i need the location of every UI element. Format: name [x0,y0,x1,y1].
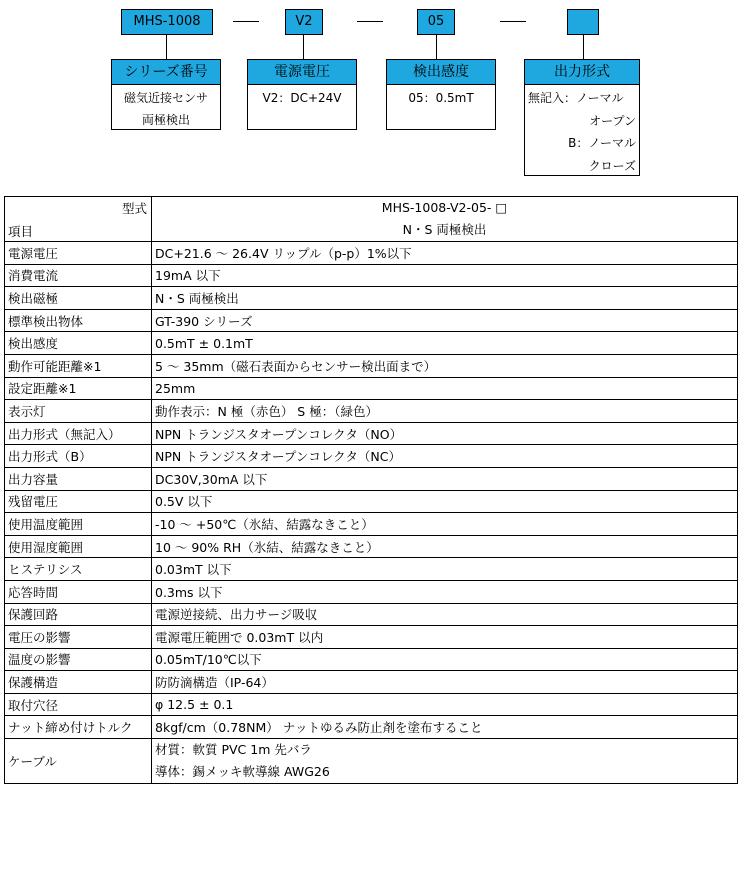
table-row [5,354,738,377]
spec-item: 検出感度 [5,332,152,355]
spec-item: ヒステリシス [5,558,152,581]
table-row [5,535,738,558]
spec-value: 防防滴構造（IP-64） [152,671,738,694]
output-card-line: オープン [589,113,636,128]
spec-value: 19mA 以下 [152,264,738,287]
spec-item: 応答時間 [5,580,152,603]
spec-item: 保護構造 [5,671,152,694]
table-row [5,716,738,739]
header-corner [5,197,152,242]
spec-item: 出力容量 [5,467,152,490]
sensitivity-card-line: 05：0.5mT [408,91,474,105]
connector-line [436,35,437,59]
table-row [5,490,738,513]
spec-item: 保護回路 [5,603,152,626]
spec-value: 0.03mT 以下 [152,558,738,581]
spec-value: NPN トランジスタオープンコレクタ（NC） [152,445,738,468]
spec-item: 出力形式（B） [5,445,152,468]
table-row [5,309,738,332]
spec-value: 0.5V 以下 [152,490,738,513]
table-row [5,558,738,581]
spec-value: DC30V,30mA 以下 [152,467,738,490]
table-row [5,242,738,265]
spec-value: 8kgf/cm（0.78NM） ナットゆるみ防止剤を塗布すること [152,716,738,739]
spec-value: GT-390 シリーズ [152,309,738,332]
spec-item: 出力形式（無記入） [5,422,152,445]
table-row [5,264,738,287]
separator-dash [357,21,383,22]
table-row [5,580,738,603]
spec-value: 0.05mT/10℃以下 [152,648,738,671]
spec-item: 電圧の影響 [5,626,152,649]
sensitivity-code: 05 [427,14,445,29]
sensitivity-code-box [417,9,455,35]
series-code-box [121,9,213,35]
voltage-card-title: 電源電圧 [248,60,356,85]
spec-item: 取付穴径 [5,693,152,716]
separator-dash [233,21,259,22]
spec-item: ケーブル [5,739,152,784]
spec-value: NPN トランジスタオープンコレクタ（NO） [152,422,738,445]
spec-item: 検出磁極 [5,287,152,310]
spec-value: -10 ～ +50℃（氷結、結露なきこと） [152,513,738,536]
spec-value: N・S 両極検出 [152,287,738,310]
table-row [5,400,738,423]
series-card-title: シリーズ番号 [112,60,220,85]
table-row [5,332,738,355]
connector-line [583,35,584,59]
spec-item: ナット締め付けトルク [5,716,152,739]
spec-value-cable [152,739,738,784]
table-row [5,377,738,400]
header-item-label: 項目 [8,223,34,239]
spec-item: 使用湿度範囲 [5,535,152,558]
table-row [5,603,738,626]
spec-item: 設定距離※1 [5,377,152,400]
table-row [5,626,738,649]
spec-item: 消費電流 [5,264,152,287]
spec-value: φ 12.5 ± 0.1 [152,693,738,716]
spec-value: DC+21.6 ～ 26.4V リップル（p-p）1%以下 [152,242,738,265]
table-row [5,422,738,445]
series-card [111,59,221,130]
sensitivity-card-title: 検出感度 [387,60,495,85]
spec-item: 動作可能距離※1 [5,354,152,377]
cable-material: 材質：軟質 PVC 1m 先バラ [155,742,312,758]
header-desc: N・S 両極検出 [402,222,487,237]
voltage-code: V2 [295,14,313,29]
series-code: MHS-1008 [133,14,201,29]
spec-value: 電源逆接続、出力サージ吸収 [152,603,738,626]
output-card-line: クローズ [588,158,636,173]
table-row [5,648,738,671]
connector-line [303,35,304,59]
spec-item: 温度の影響 [5,648,152,671]
cable-conductor: 導体：錫メッキ軟導線 AWG26 [155,764,330,780]
output-code-box [567,9,599,35]
spec-item: 残留電圧 [5,490,152,513]
output-card-title: 出力形式 [525,60,639,85]
sensitivity-card [386,59,496,130]
spec-item: 標準検出物体 [5,309,152,332]
table-row [5,467,738,490]
output-card-line: B：ノーマル [568,136,636,150]
separator-dash [500,21,526,22]
spec-value: 動作表示：N 極（赤色） S 極：（緑色） [152,400,738,423]
series-card-line: 磁気近接センサ [123,91,208,105]
voltage-card [247,59,357,130]
voltage-card-line: V2：DC+24V [262,91,342,105]
table-header-row [5,197,738,242]
table-row [5,671,738,694]
spec-item: 表示灯 [5,400,152,423]
spec-value: 0.5mT ± 0.1mT [152,332,738,355]
connector-line [166,35,167,59]
spec-item: 使用温度範囲 [5,513,152,536]
header-model: MHS-1008-V2-05- □ [381,200,508,215]
spec-value: 10 ～ 90% RH（氷結、結露なきこと） [152,535,738,558]
table-row-cable [5,739,738,784]
spec-table [4,196,738,784]
header-model-label: 型式 [121,200,147,216]
series-card-line: 両極検出 [141,113,190,127]
table-row [5,445,738,468]
voltage-code-box [285,9,323,35]
spec-value: 5 ～ 35mm（磁石表面からセンサー検出面まで） [152,354,738,377]
output-card [524,59,640,176]
spec-value: 25mm [152,377,738,400]
spec-value: 0.3ms 以下 [152,580,738,603]
table-row [5,693,738,716]
table-row [5,287,738,310]
header-model-cell [152,197,738,242]
spec-value: 電源電圧範囲で 0.03mT 以内 [152,626,738,649]
spec-item: 電源電圧 [5,242,152,265]
table-row [5,513,738,536]
output-card-line: 無記入：ノーマル [528,91,624,105]
